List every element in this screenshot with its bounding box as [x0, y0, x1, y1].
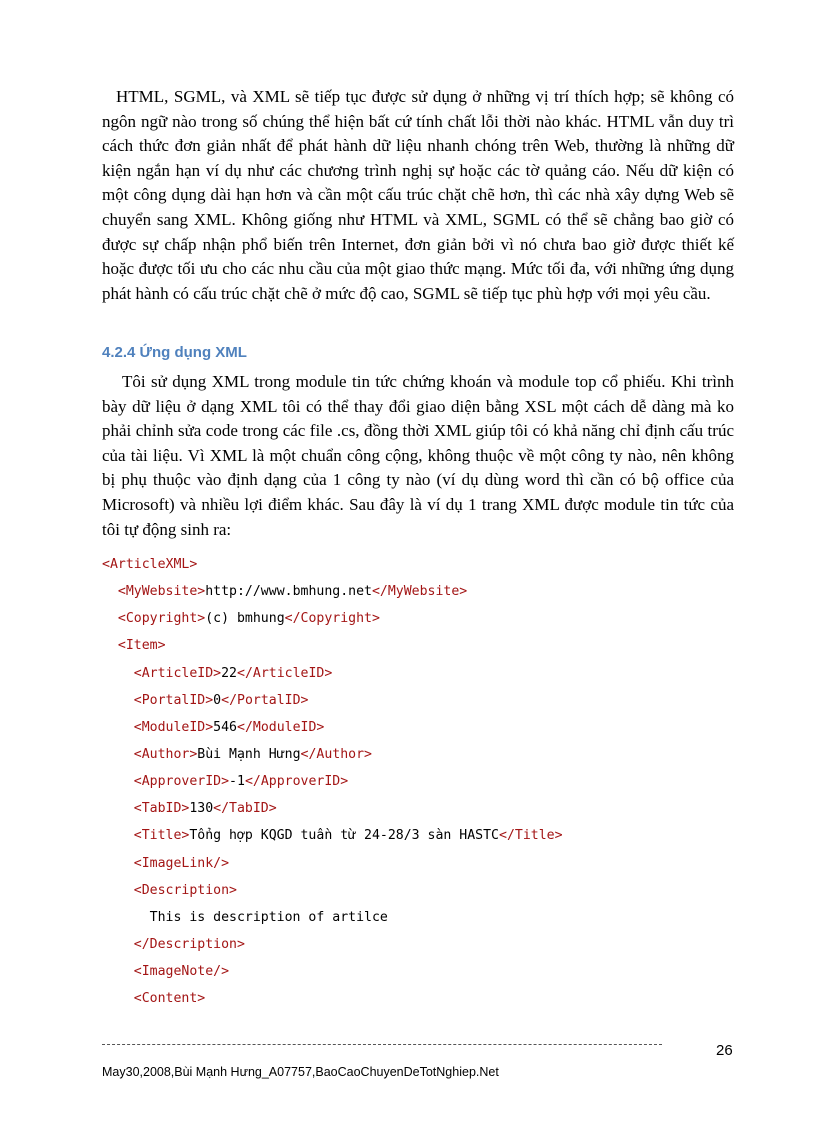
code-close-tag: </ApproverID> — [244, 774, 349, 790]
page-number: 26 — [716, 1042, 733, 1059]
code-text: http://www.bmhung.net — [205, 584, 372, 600]
code-indent — [102, 964, 134, 979]
code-open-tag: <Author> — [133, 746, 198, 762]
code-line — [102, 850, 742, 877]
code-indent — [102, 910, 150, 925]
code-close-tag: </ArticleID> — [237, 665, 333, 681]
code-text: Bùi Mạnh Hưng — [197, 746, 301, 762]
code-indent — [102, 883, 134, 898]
code-indent — [102, 693, 134, 708]
code-indent — [102, 747, 134, 762]
code-indent — [102, 801, 134, 816]
code-open-tag: <ImageNote/> — [133, 964, 230, 980]
code-text: 0 — [213, 692, 222, 708]
footer-divider — [102, 1044, 662, 1045]
code-text: 22 — [221, 665, 237, 681]
code-open-tag: <ArticleXML> — [102, 557, 198, 572]
code-indent — [102, 584, 118, 599]
code-line — [102, 632, 742, 659]
code-text: -1 — [229, 774, 245, 790]
code-line — [102, 660, 742, 687]
code-indent — [102, 638, 118, 653]
code-line — [102, 795, 742, 822]
code-line — [102, 741, 742, 768]
code-line — [102, 714, 742, 741]
code-open-tag: <ImageLink/> — [133, 855, 230, 871]
code-open-tag: <Item> — [117, 638, 166, 654]
code-open-tag: <Content> — [133, 991, 206, 1007]
code-open-tag: <ArticleID> — [133, 665, 222, 681]
code-text: 130 — [189, 801, 214, 817]
code-text: This is description of artilce — [149, 909, 388, 925]
code-open-tag: <TabID> — [133, 801, 190, 817]
code-indent — [102, 828, 134, 843]
code-line — [102, 931, 742, 958]
code-open-tag: <PortalID> — [133, 692, 214, 708]
code-open-tag: <MyWebsite> — [117, 584, 206, 600]
code-close-tag: </MyWebsite> — [371, 584, 468, 600]
code-indent — [102, 611, 118, 626]
xml-code-block — [102, 551, 742, 1012]
section-heading: 4.2.4 Ứng dụng XML — [102, 344, 247, 361]
code-line — [102, 877, 742, 904]
code-line — [102, 904, 742, 931]
code-close-tag: </Copyright> — [284, 611, 380, 627]
code-text: 546 — [213, 719, 237, 735]
code-line — [102, 985, 742, 1012]
code-open-tag: <Title> — [133, 828, 190, 844]
code-close-tag: </Title> — [499, 828, 563, 844]
code-line — [102, 578, 742, 605]
code-line — [102, 822, 742, 849]
code-close-tag: </ModuleID> — [237, 719, 325, 735]
code-close-tag: </Author> — [300, 746, 372, 762]
code-close-tag: </PortalID> — [221, 692, 309, 708]
code-open-tag: <Description> — [133, 882, 237, 898]
code-line — [102, 605, 742, 632]
footer-text: May30,2008,Bùi Mạnh Hưng_A07757,BaoCaoChuyenDeTotNghiep.Net — [102, 1065, 499, 1079]
code-text: (c) bmhung — [205, 611, 285, 627]
code-indent — [102, 666, 134, 681]
code-indent — [102, 937, 134, 952]
code-line — [102, 958, 742, 985]
paragraph-xml-usage: Tôi sử dụng XML trong module tin tức chứng khoán và module top cổ phiếu. Khi trình bày dữ liệu ở dạng XML tôi có thể thay đổi giao diện bằng XSL một cách dễ dàng mà ko phải chỉnh sửa code trong các file .cs, đồng thời XML giúp tôi có khả năng chỉ định cấu trúc của tài liệu. Vì XML là một chuẩn công cộng, không thuộc về một công ty nào, nên không bị phụ thuộc vào định dạng của 1 công ty nào (ví dụ dùng word thì cần có bộ office của Microsoft) và nhiều lợi điểm khác. Sau đây là ví dụ 1 trang XML được module tin tức của tôi tự động sinh ra: — [102, 372, 734, 539]
code-open-tag: <Copyright> — [117, 611, 206, 627]
paragraph-sgml-xml: HTML, SGML, và XML sẽ tiếp tục được sử dụng ở những vị trí thích hợp; sẽ không có ngôn ngữ nào trong số chúng thể hiện bất cứ tính chất lỗi thời nào khác. HTML vẫn duy trì cách thức đơn giản nhất để phát hành dữ liệu nhanh chóng trên Web, thường là những dữ kiện ngắn hạn ví dụ như các chương trình nghị sự hoặc các tờ quảng cáo. Nếu dữ kiện có một công dụng dài hạn hơn và cần một cấu trúc chặt chẽ hơn, thì các nhà xây dựng Web sẽ chuyển sang XML. Không giống như HTML và XML, SGML có thể sẽ chẳng bao giờ có được sự chấp nhận phổ biến trên Internet, đơn giản bởi vì nó chưa bao giờ được thiết kế hoặc được tối ưu cho các nhu cầu của một giao thức mạng. Mức tối đa, với những ứng dụng phát hành có cấu trúc chặt chẽ ở mức độ cao, SGML sẽ tiếp tục phù hợp với mọi yêu cầu. — [102, 87, 734, 303]
code-open-tag: <ApproverID> — [133, 774, 230, 790]
code-line — [102, 551, 742, 578]
code-line — [102, 768, 742, 795]
code-close-tag: </TabID> — [213, 801, 277, 817]
code-indent — [102, 720, 134, 735]
code-indent — [102, 991, 134, 1006]
code-open-tag: </Description> — [133, 936, 245, 952]
code-line — [102, 687, 742, 714]
code-text: Tổng hợp KQGD tuần từ 24-28/3 sàn HASTC — [189, 828, 499, 844]
code-indent — [102, 856, 134, 871]
code-indent — [102, 774, 134, 789]
code-open-tag: <ModuleID> — [133, 719, 214, 735]
